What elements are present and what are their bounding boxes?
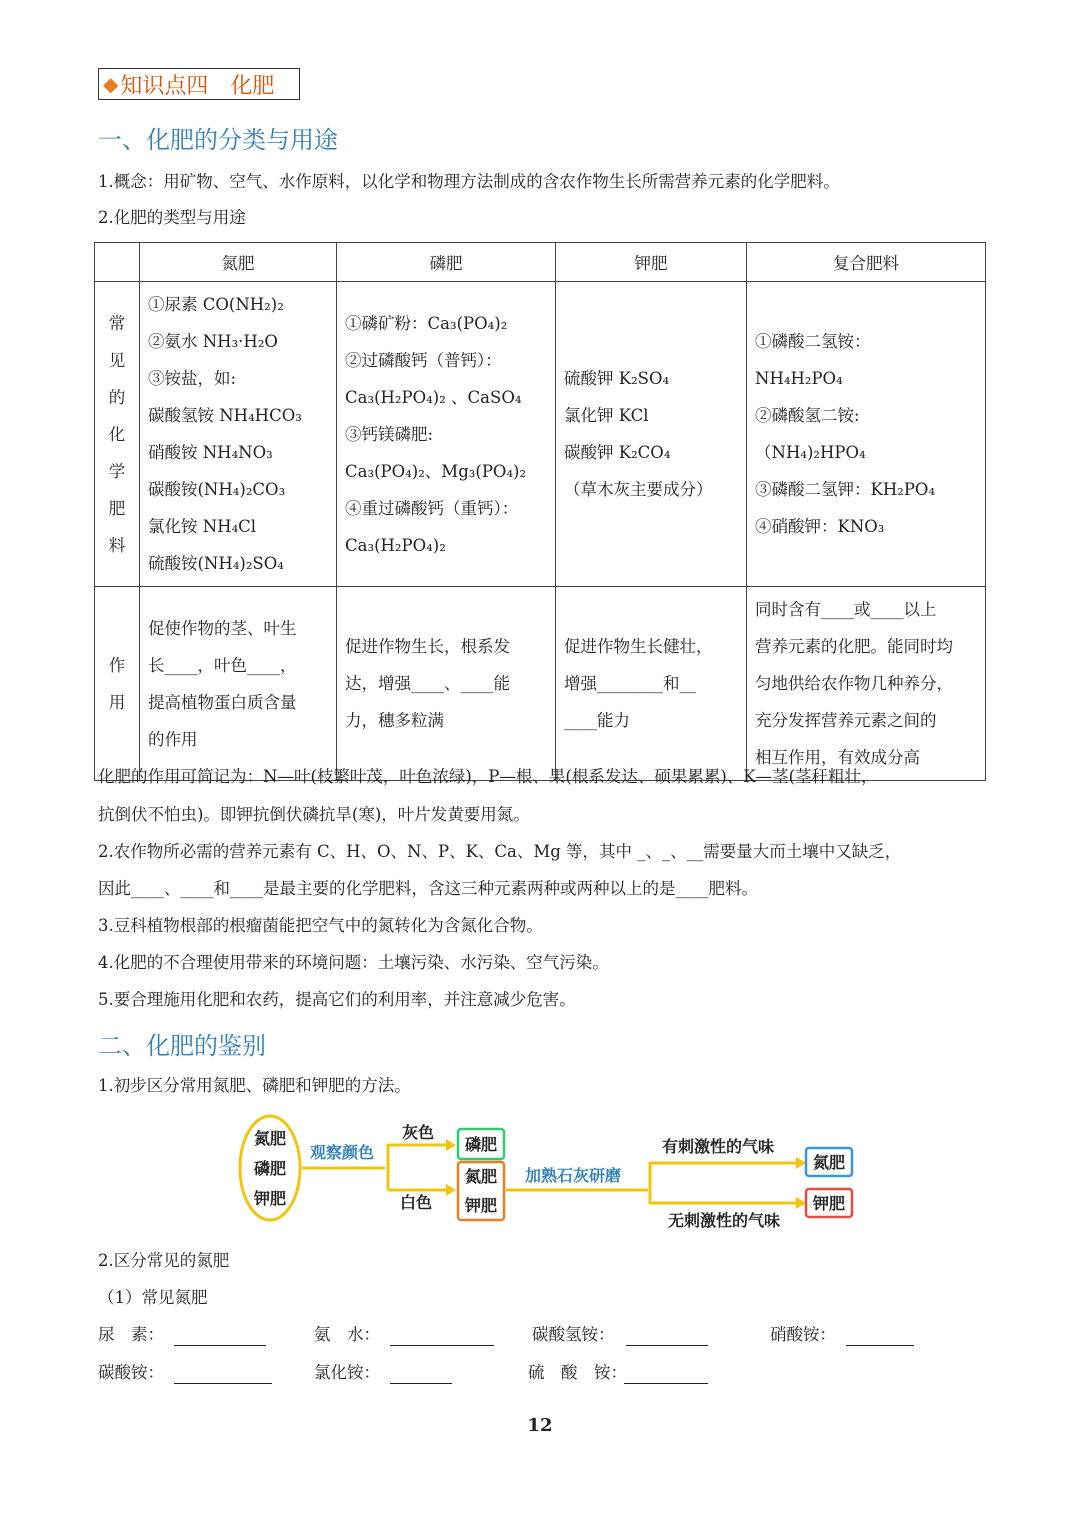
gray-label: 灰色	[401, 1123, 435, 1142]
smell-no-label: 无刺激性的气味	[667, 1211, 781, 1230]
header-nitrogen: 氮肥	[140, 243, 337, 282]
arrow-head-icon	[796, 1157, 806, 1169]
common-nitrogen-heading: （1）常见氮肥	[98, 1288, 208, 1307]
fill-nh4no3-label: 硝酸铵：	[770, 1325, 836, 1344]
fill-nh4cl-label: 氯化铵：	[314, 1363, 380, 1382]
fill-nh4no3-blank[interactable]	[846, 1327, 914, 1346]
knowledge-point-badge	[98, 68, 300, 100]
table-row-function	[95, 587, 986, 781]
cell-nitrogen-use: 促使作物的茎、叶生 长____，叶色____， 提高植物蛋白质含量 的作用	[140, 587, 337, 781]
oval-label: 磷肥	[253, 1159, 287, 1178]
note-line: 化肥的作用可简记为：N—叶(枝繁叶茂，叶色浓绿)，P—根、果(根系发达、硕果累累)、K—茎(茎秆粗壮，	[98, 767, 878, 786]
concept-paragraph: 1.概念：用矿物、空气、水作原料，以化学和物理方法制成的含农作物生长所需营养元素的化学肥料。	[98, 172, 840, 191]
fill-nh4hco3-label: 碳酸氢铵：	[532, 1325, 615, 1344]
note-line: 因此____、____和____是最主要的化学肥料，含这三种元素两种或两种以上的是____肥料。	[98, 879, 758, 898]
types-heading: 2.化肥的类型与用途	[98, 208, 246, 227]
box-nk-label: 钾肥	[464, 1196, 498, 1215]
knowledge-point-topic: 化肥	[230, 73, 275, 99]
cell-potassium-use: 促进作物生长健壮， 增强________和__ ____能力	[556, 587, 747, 781]
fill-nh4cl-blank[interactable]	[390, 1365, 452, 1384]
smell-yes-label: 有刺激性的气味	[661, 1137, 775, 1156]
note-line: 5.要合理施用化肥和农药，提高它们的利用率，并注意减少危害。	[98, 990, 576, 1009]
fill-nh42co3-blank[interactable]	[174, 1365, 272, 1384]
section2-title: 二、化肥的鉴别	[98, 1032, 266, 1060]
fill-urea-blank[interactable]	[174, 1327, 266, 1346]
fill-urea-label: 尿 素：	[98, 1325, 164, 1344]
table-row-common	[95, 282, 986, 587]
fill-nh4hco3-blank[interactable]	[626, 1327, 708, 1346]
oval-label: 氮肥	[253, 1129, 287, 1148]
step-grind-lime: 加熟石灰研磨	[524, 1166, 622, 1185]
row-label-function: 作 用	[95, 587, 140, 781]
arrow-head-icon	[796, 1197, 806, 1209]
page-number: 12	[527, 1415, 553, 1436]
box-potassium-label: 钾肥	[812, 1194, 846, 1213]
cell-compound-list: ①磷酸二氢铵： NH₄H₂PO₄ ②磷酸氢二铵: （NH₄)₂HPO₄ ③磷酸二氢钾：KH₂PO₄ ④硝酸钾：KNO₃	[747, 282, 986, 587]
note-line: 抗倒伏不怕虫)。即钾抗倒伏磷抗旱(寒)，叶片发黄要用氮。	[98, 805, 530, 824]
fill-ammonia-label: 氨 水：	[314, 1325, 380, 1344]
fill-ammonia-blank[interactable]	[390, 1327, 494, 1346]
fertilizer-table	[94, 242, 986, 781]
fill-nh42so4-blank[interactable]	[624, 1365, 708, 1384]
identify-paragraph: 1.初步区分常用氮肥、磷肥和钾肥的方法。	[98, 1076, 411, 1095]
box-nitrogen-label: 氮肥	[812, 1153, 846, 1172]
distinguish-heading: 2.区分常见的氮肥	[98, 1251, 230, 1270]
knowledge-point-label: 知识点四	[120, 73, 209, 99]
arrow-head-icon	[446, 1184, 456, 1196]
cell-potassium-list: 硫酸钾 K₂SO₄ 氯化钾 KCl 碳酸钾 K₂CO₄ （草木灰主要成分）	[556, 282, 747, 587]
white-label: 白色	[399, 1193, 433, 1212]
row-label-common: 常 见 的 化 学 肥 料	[95, 282, 140, 587]
fill-nh42co3-label: 碳酸铵：	[98, 1363, 164, 1382]
cell-compound-use: 同时含有____或____以上 营养元素的化肥。能同时均 匀地供给农作物几种养分， 充分发挥营养元素之间的 相互作用，有效成分高	[747, 587, 986, 781]
fill-nh42so4-label: 硫 酸 铵：	[528, 1363, 627, 1382]
note-line: 4.化肥的不合理使用带来的环境问题：土壤污染、水污染、空气污染。	[98, 953, 609, 972]
arrow-head-icon	[446, 1139, 456, 1151]
step-observe-color: 观察颜色	[309, 1143, 375, 1162]
diamond-icon: ◆	[103, 72, 119, 96]
note-line: 2.农作物所必需的营养元素有 C、H、O、N、P、K、Ca、Mg 等，其中 _、_、__需要量大而土壤中又缺乏，	[98, 842, 902, 861]
table-corner	[95, 243, 140, 282]
cell-phosphorus-list: ①磷矿粉：Ca₃(PO₄)₂ ②过磷酸钙（普钙）： Ca₃(H₂PO₄)₂ 、CaSO₄ ③钙镁磷肥: Ca₃(PO₄)₂、Mg₃(PO₄)₂ ④重过磷酸钙（重钙）： Ca₃(H₂PO₄)₂	[337, 282, 556, 587]
box-nk-label: 氮肥	[464, 1167, 498, 1186]
header-potassium: 钾肥	[556, 243, 747, 282]
table-header-row	[95, 243, 986, 282]
header-phosphorus: 磷肥	[337, 243, 556, 282]
section1-title: 一、化肥的分类与用途	[98, 126, 338, 154]
box-phosphorus-label: 磷肥	[464, 1135, 498, 1154]
cell-nitrogen-list: ①尿素 CO(NH₂)₂ ②氨水 NH₃·H₂O ③铵盐，如: 碳酸氢铵 NH₄HCO₃ 硝酸铵 NH₄NO₃ 碳酸铵(NH₄)₂CO₃ 氯化铵 NH₄Cl 硫酸铵(NH₄)₂SO₄	[140, 282, 337, 587]
oval-label: 钾肥	[253, 1189, 287, 1208]
identification-flowchart	[230, 1112, 870, 1237]
header-compound: 复合肥料	[747, 243, 986, 282]
cell-phosphorus-use: 促进作物生长，根系发 达，增强____、____能 力，穗多粒满	[337, 587, 556, 781]
note-line: 3.豆科植物根部的根瘤菌能把空气中的氮转化为含氮化合物。	[98, 916, 543, 935]
